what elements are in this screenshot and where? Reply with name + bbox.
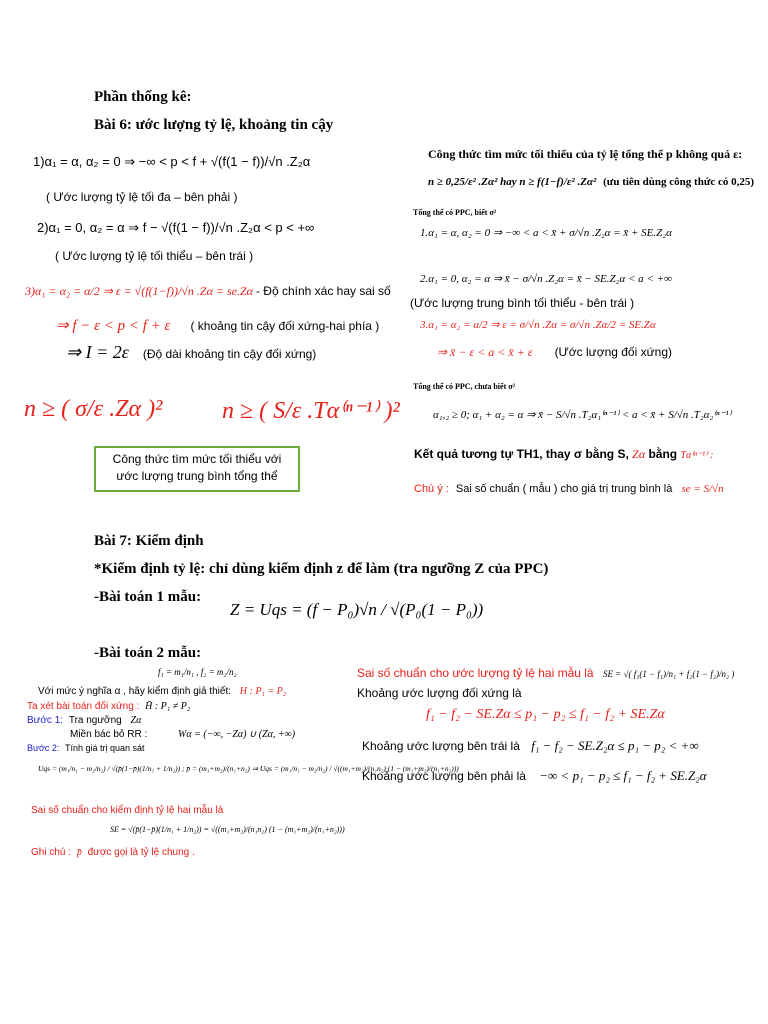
- length-formula: ⇒ I = 2ε: [66, 342, 129, 362]
- right-line: [362, 768, 707, 784]
- interval-formula: ⇒ f − ε < p < f + ε: [56, 318, 171, 334]
- lesson7-title: Bài 7: Kiểm định: [94, 533, 204, 549]
- min-sample-note: (ưu tiên dùng công thức có 0,25): [603, 176, 755, 188]
- result-note-z: Zα: [632, 447, 646, 461]
- ks3-formula: 3.α₁ = α₂ = α/2 ⇒ ε = σ/√n .Zα = σ/√n .Zα/2 = SE.Zα: [420, 319, 656, 331]
- result-note-b: bằng: [648, 447, 678, 461]
- mean-n-formula-1: n ≥ ( σ/ε .Zα )²: [24, 396, 163, 422]
- ks2-formula: 2.α₁ = 0, α₂ = α ⇒ x̄ − σ/√n .Z₂α = x̄ − SE.Z₂α < a < +∞: [420, 273, 672, 285]
- case1-formula: 1)α₁ = α, α₂ = 0 ⇒ −∞ < p < f + √(f(1 − f))/√n .Z₂α: [33, 154, 311, 169]
- reject-text: Miền bác bỏ RR :: [70, 729, 148, 740]
- hyp-text: Với mức ý nghĩa α , hãy kiểm định giả thiết:: [38, 686, 232, 697]
- mean-n-formula-2: n ≥ ( S/ε .Tα⁽ⁿ⁻¹⁾ )²: [222, 398, 400, 424]
- note2-line: [31, 847, 195, 858]
- step2-text: Tính giá trị quan sát: [64, 743, 145, 753]
- note2-formula: p̄: [76, 847, 82, 858]
- us-formula: α₁,₂ ≥ 0; α₁ + α₂ = α ⇒ x̄ − S/√n .T₂α₁⁽ⁿ⁻¹⁾ < a < x̄ + S/√n .T₂α₂⁽ⁿ⁻¹⁾: [433, 409, 732, 421]
- reject-formula: Wα = (−∞, −Zα) ∪ (Zα, +∞): [178, 729, 296, 740]
- one-sample-label: -Bài toán 1 mẫu:: [94, 589, 202, 605]
- case2-formula: 2)α₁ = 0, α₂ = α ⇒ f − √(f(1 − f))/√n .Z₂α < p < +∞: [37, 220, 315, 235]
- note2-text: được gọi là tỷ lệ chung .: [87, 847, 195, 858]
- note-label: Chú ý :: [414, 483, 449, 495]
- ks1-formula: 1.α₁ = α, α₂ = 0 ⇒ −∞ < a < x̄ + σ/√n .Z₂α = x̄ + SE.Z₂α: [420, 227, 672, 239]
- alt-formula: H̄ : P₁ ≠ P₂: [145, 701, 191, 712]
- ks3-line: [437, 343, 672, 361]
- two-sample-label: -Bài toán 2 mẫu:: [94, 645, 202, 661]
- case2-note: ( Ước lượng tỷ lệ tối thiểu – bên trái ): [55, 249, 254, 263]
- alt-line: [27, 701, 190, 712]
- case3-line: [25, 284, 391, 299]
- alt-text: Ta xét bài toán đối xứng :: [27, 701, 140, 712]
- step1-text: Tra ngưỡng: [68, 715, 122, 726]
- ks2-note: (Ước lượng trung bình tối thiểu - bên trái ): [410, 296, 635, 310]
- note2-label: Ghi chú :: [31, 847, 72, 858]
- note-text: Sai số chuẩn ( mẫu ) cho giá trị trung bình là: [455, 483, 673, 495]
- se-text-right: Sai số chuẩn cho ước lượng tỷ lệ hai mẫu là: [357, 666, 594, 680]
- box-text-1: Công thức tìm mức tối thiểu với: [112, 452, 282, 466]
- box-text-2: ước lượng trung bình tổng thể: [116, 469, 278, 483]
- interval-line: [56, 316, 379, 335]
- se-formula-right: SE = √( f₁(1 − f₁)/n₁ + f₂(1 − f₂)/n₂ ): [602, 669, 735, 679]
- step1-label: Bước 1:: [27, 715, 64, 726]
- step2-line: [27, 743, 145, 753]
- ks3-interval: ⇒ x̄ − ε < a < x̄ + ε: [437, 345, 533, 359]
- unknown-sigma-title: Tổng thể có PPC, chưa biết σ²: [413, 382, 515, 391]
- one-sample-formula: Z = Uqs = (f − P₀)√n / √(P₀(1 − P₀)): [230, 600, 484, 619]
- note-line: [414, 483, 724, 495]
- step1-line: [27, 715, 141, 726]
- uqs-formula: Uqs = (m₁/n₁ − m₂/n₂) / √(p̄(1−p̄)(1/n₁ + 1/n₂)) ; p̄ = (m₁+m₂)/(n₁+n₂) ⇒ Uqs = (m₁/n₁ − m₂/n₂) / √((m₁+m₂)/(n₁n₂) (1 − (m₁+m₂)/(n₁+n₂))): [38, 764, 459, 773]
- case3-suffix: - Độ chính xác hay sai số: [255, 284, 391, 298]
- min-sample-formula: n ≥ 0,25/ε² .Zα² hay n ≥ f(1−f)/ε² .Zα²: [428, 176, 597, 188]
- min-sample-title: Công thức tìm mức tối thiểu của tỷ lệ tổng thể p không quá ε:: [428, 147, 743, 161]
- left-text: Khoảng ước lượng bên trái là: [362, 739, 520, 753]
- reject-line: [70, 729, 295, 740]
- known-sigma-title: Tổng thể có PPC, biết σ²: [413, 208, 497, 217]
- result-note-a: Kết quả tương tự TH1, thay σ bằng S,: [414, 447, 629, 461]
- sym-text: Khoảng ước lượng đối xứng là: [357, 686, 522, 700]
- se-text-left: Sai số chuẩn cho kiểm định tỷ lệ hai mẫu là: [31, 805, 224, 816]
- sym-formula: f₁ − f₂ − SE.Zα ≤ p₁ − p₂ ≤ f₁ − f₂ + SE.Zα: [426, 707, 665, 722]
- interval-note: ( khoảng tin cậy đối xứng-hai phía ): [190, 319, 380, 333]
- f-defs: f₁ = m₁/n₁ , f₂ = m₂/n₂: [158, 667, 237, 677]
- step1-formula: Zα: [130, 715, 142, 726]
- min-sample-line: [428, 176, 754, 188]
- right-text: Khoảng ước lượng bên phải là: [362, 769, 526, 783]
- result-note-t: Tα⁽ⁿ⁻¹⁾ :: [680, 450, 714, 461]
- left-line: [362, 738, 699, 754]
- length-line: [66, 342, 316, 363]
- ks3-note: (Ước lượng đối xứng): [554, 345, 672, 359]
- hyp-formula: H : P₁ = P₂: [239, 686, 287, 697]
- right-formula: −∞ < p₁ − p₂ ≤ f₁ − f₂ + SE.Z₂α: [539, 768, 707, 783]
- hyp-line: [38, 686, 286, 697]
- left-formula: f₁ − f₂ − SE.Z₂α ≤ p₁ − p₂ < +∞: [531, 738, 699, 753]
- section-title: Phần thống kê:: [94, 89, 192, 105]
- lesson6-title: Bài 6: ước lượng tỷ lệ, khoảng tin cậy: [94, 117, 334, 133]
- case1-note: ( Ước lượng tỷ lệ tối đa – bên phải ): [46, 190, 238, 204]
- case3-formula: 3)α₁ = α₂ = α/2 ⇒ ε = √(f(1−f))/√n .Zα = se.Zα: [25, 284, 253, 298]
- lesson7-subtitle: *Kiểm định tỷ lệ: chỉ dùng kiểm định z để làm (tra ngưỡng Z của PPC): [94, 561, 549, 577]
- result-note: [414, 447, 713, 462]
- step2-label: Bước 2:: [27, 743, 60, 753]
- note-formula: se = S/√n: [681, 483, 724, 495]
- se-formula-left: SE = √(p̄(1−p̄)(1/n₁ + 1/n₂)) = √((m₁+m₂)/(n₁n₂) (1 − (m₁+m₂)/(n₁+n₂))): [110, 825, 345, 834]
- se-line-right: [357, 666, 734, 680]
- length-note: (Độ dài khoảng tin cậy đối xứng): [142, 347, 317, 361]
- mean-min-sample-box: [94, 446, 300, 492]
